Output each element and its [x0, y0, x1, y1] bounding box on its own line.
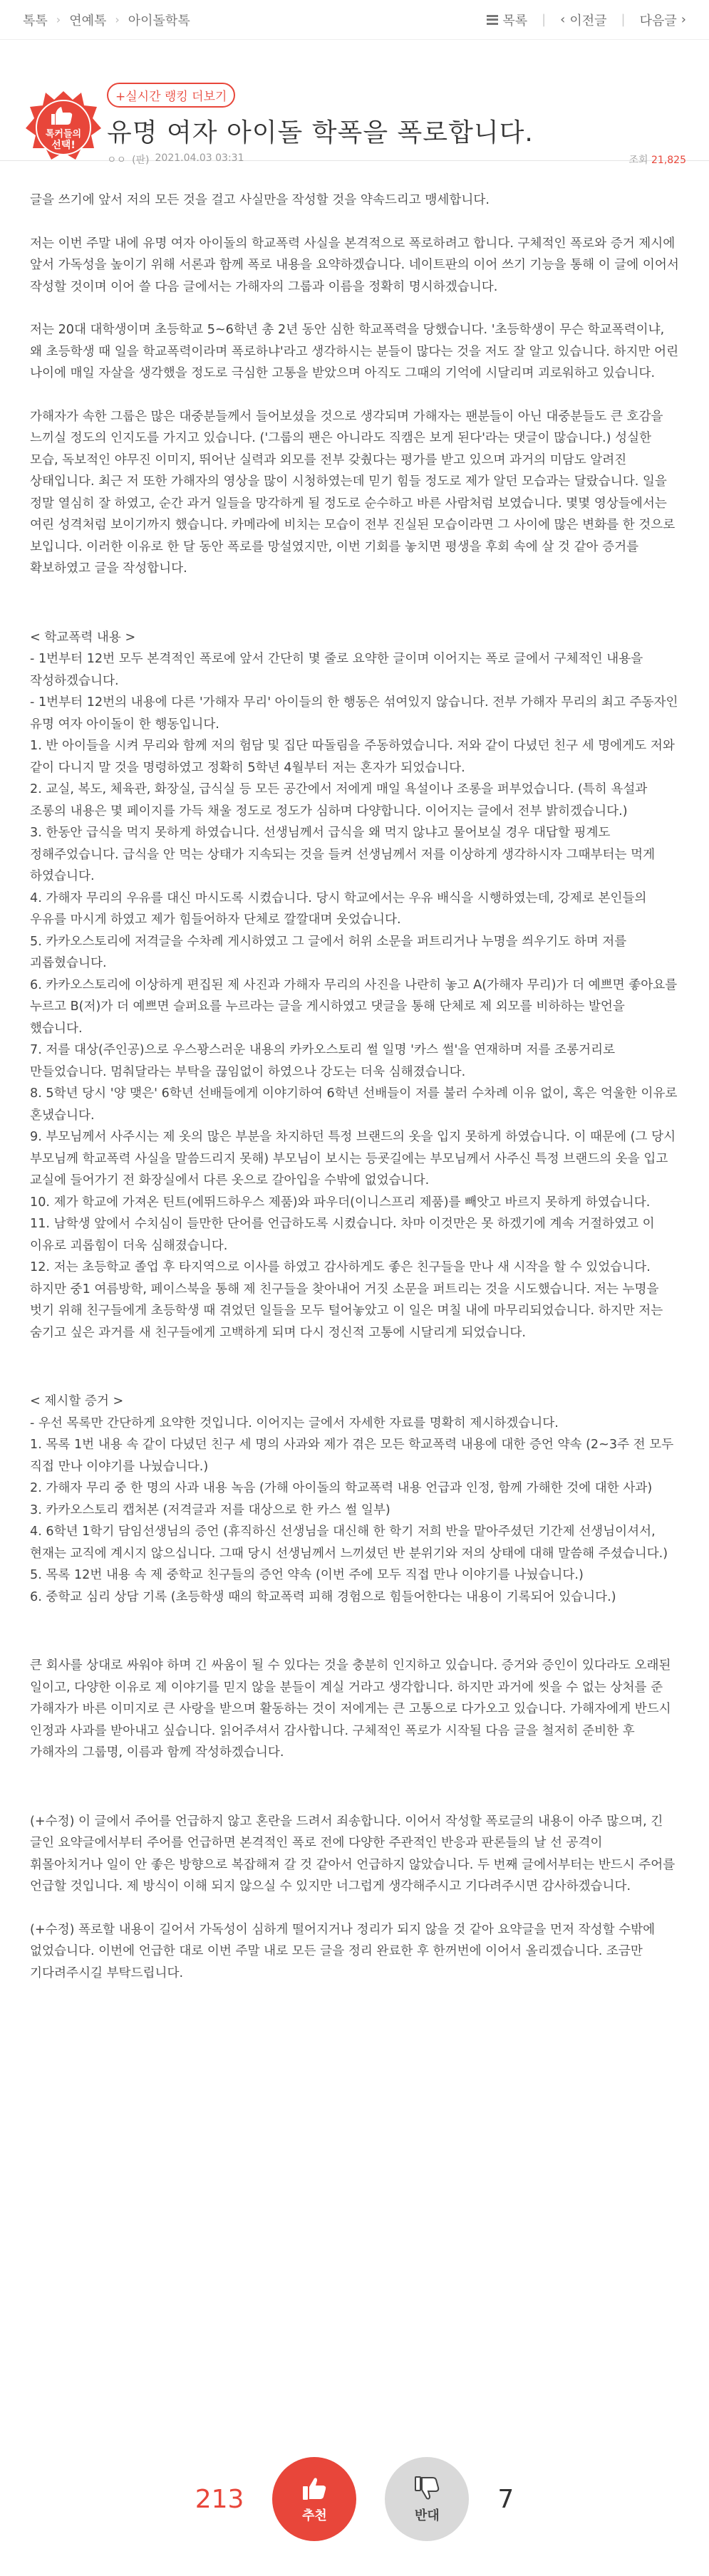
body-line: 3. 카카오스토리 캡처본 (저격글과 저를 대상으로 한 카스 썰 일부): [30, 1502, 390, 1517]
vote-bar: [0, 2449, 709, 2549]
body-line: - 1번부터 12번의 내용에 다른 '가해자 무리' 아이들의 한 행동은 섞여있지 않습니다. 전부 가해자 무리의 최고 주동자인 유명 여자 아이돌이 한 행동입니다.: [30, 695, 678, 732]
downvote-count: 7: [497, 2484, 514, 2514]
body-line: 2. 교실, 복도, 체육관, 화장실, 급식실 등 모든 공간에서 저에게 매일 욕설이나 조롱을 퍼부었습니다. (특히 욕설과 조롱의 내용은 몇 페이지를 가득 채울 정도로 정도가 심하며 다양합니다. 이어지는 글에서 전부 밝히겠습니다.): [30, 782, 648, 819]
prev-post-button[interactable]: [560, 11, 606, 29]
body-paragraph: 저는 이번 주말 내에 유명 여자 아이돌의 학교폭력 사실을 본격적으로 폭로하려고 합니다. 구체적인 폭로와 증거 제시에 앞서 가독성을 높이기 위해 서론과 함께 폭로 내용을 요약하겠습니다. 네이트판의 이어 쓰기 기능을 통해 이 글에 이어서 작성할 것이며 이어 쓸 다음 글에서는 가해자의 그룹과 이름을 정확히 명시하겠습니다.: [30, 236, 679, 294]
view-count: [628, 152, 686, 167]
body-line: 9. 부모님께서 사주시는 제 옷의 많은 부분을 차지하던 특정 브랜드의 옷을 입지 못하게 하였습니다. 이 때문에 (그 당시 부모님께 학교폭력 사실을 말씀드리지 못해) 부모님이 보시는 등굣길에는 부모님께서 사주신 특정 브랜드의 옷을 입고 교실에 들어가기 전 화장실에서 다른 옷으로 갈아입을 수밖에 없었습니다.: [30, 1130, 676, 1188]
body-line: 6. 카카오스토리에 이상하게 편집된 제 사진과 가해자 무리의 사진을 나란히 놓고 A(가해자 무리)가 더 예쁘면 좋아요를 누르고 B(저)가 더 예쁘면 슬퍼요를 누르라는 글을 게시하였고 댓글을 통해 단체로 제 외모를 비하하는 발언을 했습니다.: [30, 977, 678, 1036]
badge-line-2: 선택!: [51, 140, 76, 151]
list-label: 목록: [502, 13, 528, 28]
prev-label: 이전글: [569, 13, 607, 28]
body-paragraph: 큰 회사를 상대로 싸워야 하며 긴 싸움이 될 수 있다는 것을 충분히 인지하고 있습니다. 증거와 증인이 있다라도 오래된 일이고, 다양한 이유로 제 이야기를 믿지 않을 분들이 계실 거라고 생각합니다. 하지만 과거에 씻을 수 없는 상처를 준 가해자가 바른 이미지로 큰 사랑을 받으며 활동하는 것이 저에게는 큰 고통으로 다가오고 있습니다. 가해자에게 반드시 인정과 사과를 받아내고 싶습니다. 읽어주셔서 감사합니다. 구체적인 폭로가 시작될 다음 글을 철저히 준비한 후 가해자의 그룹명, 이름과 함께 작성하겠습니다.: [30, 1658, 671, 1760]
body-paragraph: 글을 쓰기에 앞서 저의 모든 것을 걸고 사실만을 작성할 것을 약속드리고 맹세합니다.: [30, 193, 490, 207]
body-line: - 우선 목록만 간단하게 요약한 것입니다. 이어지는 글에서 자세한 자료를 명확히 제시하겠습니다.: [30, 1416, 559, 1430]
divider: |: [542, 12, 547, 27]
talker-choice-badge-icon: [24, 88, 103, 167]
upvote-count: 213: [195, 2484, 244, 2514]
list-button[interactable]: [487, 11, 527, 29]
body-line: 11. 남학생 앞에서 수치심이 들만한 단어를 언급하도록 시켰습니다. 차마 이것만은 못 하겠기에 계속 거절하였고 이 이유로 괴롭힘이 더욱 심해졌습니다.: [30, 1217, 655, 1253]
page-title: 유명 여자 아이돌 학폭을 폭로합니다.: [107, 118, 534, 147]
downvote-label: 반대: [415, 2508, 440, 2523]
chevron-left-icon: ‹: [560, 12, 566, 27]
breadcrumb: [23, 11, 190, 29]
chevron-right-icon: ›: [680, 12, 686, 27]
post-header: [0, 40, 709, 166]
body-line: 5. 카카오스토리에 저격글을 수차례 게시하였고 그 글에서 허위 소문을 퍼트리거나 누명을 씌우기도 하며 저를 괴롭혔습니다.: [30, 934, 627, 970]
thumbs-up-icon: [300, 2474, 328, 2503]
body-line: 4. 가해자 무리의 우유를 대신 마시도록 시켰습니다. 당시 학교에서는 우유 배식을 시행하였는데, 강제로 본인들의 우유를 마시게 하였고 제가 힘들어하자 단체로 깔깔대며 웃었습니다.: [30, 890, 647, 927]
body-paragraph: 저는 20대 대학생이며 초등학교 5~6학년 총 2년 동안 심한 학교폭력을 당했습니다. '초등학생이 무슨 학교폭력이냐, 왜 초등학생 때 일을 학교폭력이라며 폭로하냐'라고 생각하시는 분들이 많다는 것을 저도 잘 알고 있습니다. 하지만 어린 나이에 매일 자살을 생각했을 정도로 극심한 고통을 받았으며 아직도 그때의 기억에 시달리며 괴로워하고 있습니다.: [30, 323, 679, 380]
next-post-button[interactable]: [640, 11, 686, 29]
addendum-paragraph: (+수정) 이 글에서 주어를 언급하지 않고 혼란을 드려서 죄송합니다. 이어서 작성할 폭로글의 내용이 아주 많으며, 긴 글인 요약글에서부터 주어를 언급하면 본격적인 폭로 전에 다양한 주관적인 반응과 판론들의 날 선 공격이 휘몰아치거나 일이 안 좋은 방향으로 복잡해져 갈 것 같아서 언급하지 않았습니다. 두 번째 글에서부터는 반드시 주어를 언급할 것입니다. 제 방식이 이해 되지 않으실 수 있지만 너그럽게 생각해주시고 기다려주시면 감사하겠습니다.: [30, 1814, 676, 1894]
post-date: 2021.04.03 03:31: [155, 152, 244, 164]
body-line: 3. 한동안 급식을 먹지 못하게 하였습니다. 선생님께서 급식을 왜 먹지 않냐고 물어보실 경우 대답할 핑계도 정해주었습니다. 급식을 안 먹는 상태가 지속되는 것을 들켜 선생님께서 저를 이상하게 생각하시자 그때부터는 먹게 하였습니다.: [30, 826, 656, 883]
chevron-right-icon: ›: [56, 13, 61, 26]
breadcrumb-item[interactable]: 톡톡: [23, 13, 48, 28]
upvote-label: 추천: [302, 2508, 327, 2523]
addendum-paragraph: (+수정) 폭로할 내용이 길어서 가독성이 심하게 떨어지거나 정리가 되지 않을 것 같아 요약글을 먼저 작성할 수밖에 없었습니다. 이번에 언급한 대로 이번 주말 내로 모든 글을 정리 완료한 후 한꺼번에 이어서 올리겠습니다. 조금만 기다려주시길 부탁드립니다.: [30, 1922, 656, 1980]
body-line: 6. 중학교 심리 상담 기록 (초등학생 때의 학교폭력 피해 경험으로 힘들어한다는 내용이 기록되어 있습니다.): [30, 1589, 616, 1604]
badge-line-1: 톡커들의: [45, 129, 82, 140]
body-line: - 1번부터 12번 모두 본격적인 폭로에 앞서 간단히 몇 줄로 요약한 글이며 이어지는 폭로 글에서 구체적인 내용을 작성하겠습니다.: [30, 652, 643, 688]
body-line: 5. 목록 12번 내용 속 제 중학교 친구들의 증언 약속 (이번 주에 모두 직접 만나 이야기를 나눴습니다.): [30, 1568, 584, 1582]
body-line: 12. 저는 초등학교 졸업 후 타지역으로 이사를 하였고 감사하게도 좋은 친구들을 만나 새 시작을 할 수 있었습니다. 하지만 중1 여름방학, 페이스북을 통해 제 친구들을 찾아내어 거짓 소문을 퍼트리는 것을 시도했습니다. 저는 누명을 벗기 위해 친구들에게 초등학생 때 겪었던 일들을 모두 털어놓았고 이 일은 며칠 내에 마무리되었습니다. 하지만 저는 숨기고 싶은 과거를 새 친구들에게 고백하게 되며 다시 정신적 고통에 시달리게 되었습니다.: [30, 1260, 663, 1340]
body-line: 2. 가해자 무리 중 한 명의 사과 내용 녹음 (가해 아이돌의 학교폭력 내용 언급과 인정, 함께 가해한 것에 대한 사과): [30, 1481, 653, 1495]
divider: |: [621, 12, 626, 27]
list-icon: [487, 15, 498, 25]
body-line: 7. 저를 대상(주인공)으로 우스꽝스러운 내용의 카카오스토리 썰 일명 '카스 썰'을 연재하며 저를 조롱거리로 만들었습니다. 멈춰달라는 부탁을 끊임없이 하였으나 강도는 더욱 심해졌습니다.: [30, 1043, 616, 1079]
views-label: 조회: [628, 155, 648, 166]
post-meta: [107, 152, 244, 167]
author-name[interactable]: ㅇㅇ: [107, 155, 127, 166]
upvote-button[interactable]: [272, 2457, 356, 2541]
views-number: 21,825: [651, 155, 686, 166]
chevron-right-icon: ›: [115, 13, 120, 26]
body-line: 1. 반 아이들을 시켜 무리와 함께 저의 험담 및 집단 따돌림을 주동하였습니다. 저와 같이 다녔던 친구 세 명에게도 저와 같이 다니지 말 것을 명령하였고 정확히 5학년 4월부터 저는 혼자가 되었습니다.: [30, 739, 675, 775]
body-paragraph: 가해자가 속한 그룹은 많은 대중분들께서 들어보셨을 것으로 생각되며 가해자는 팬분들이 아닌 대중분들도 큰 호감을 느끼실 정도의 인지도를 가지고 있습니다. ('그룹의 팬은 아니라도 직캠은 보게 된다'라는 댓글이 많습니다.) 성실한 모습, 독보적인 야무진 이미지, 뛰어난 실력과 외모를 전부 갖췄다는 평가를 받고 있으며 과거의 미담도 알려진 상태입니다. 최근 저 또한 가해자의 영상을 많이 시청하였는데 믿기 힘들 정도로 제가 알던 모습과는 달랐습니다. 일을 정말 열심히 잘 하였고, 순간 과거 일들을 망각하게 될 정도로 순수하고 바른 사람처럼 보였습니다. 몇몇 영상들에서는 여린 성격처럼 보이기까지 했습니다. 카메라에 비치는 모습이 전부 진실된 모습이라면 그 사이에 많은 변화를 한 것으로 보입니다. 이러한 이유로 한 달 동안 폭로를 망설였지만, 이번 기회를 놓치면 평생을 후회 속에 살 것 같아 증거를 확보하였고 글을 작성합니다.: [30, 409, 676, 576]
next-label: 다음글: [639, 13, 677, 28]
post-body: [0, 161, 709, 1984]
top-nav: [0, 0, 709, 40]
section-heading: < 제시할 증거 >: [30, 1394, 124, 1408]
body-line: 10. 제가 학교에 가져온 틴트(에뛰드하우스 제품)와 파우더(이니스프리 제품)를 빼앗고 바르지 못하게 하였습니다.: [30, 1195, 651, 1210]
thumbs-down-icon: [413, 2474, 441, 2503]
breadcrumb-item[interactable]: 아이돌학톡: [128, 13, 190, 28]
breadcrumb-item[interactable]: 연예톡: [69, 13, 107, 28]
downvote-button[interactable]: [385, 2457, 469, 2541]
author-note: (판): [132, 155, 150, 166]
section-heading: < 학교폭력 내용 >: [30, 630, 136, 645]
body-line: 8. 5학년 당시 '양 맺은' 6학년 선배들에게 이야기하여 6학년 선배들이 저를 불러 수차례 이유 없이, 혹은 억울한 이유로 혼냈습니다.: [30, 1086, 678, 1123]
body-line: 4. 6학년 1학기 담임선생님의 증언 (휴직하신 선생님을 대신해 한 학기 저희 반을 맡아주셨던 기간제 선생님이셔서, 현재는 교직에 계시지 않으십니다. 그때 당시 선생님께서 느끼셨던 반 분위기와 저의 상태에 대해 말씀해 주셨습니다.): [30, 1525, 668, 1561]
realtime-ranking-link[interactable]: +실시간 랭킹 더보기: [107, 83, 235, 108]
body-line: 1. 목록 1번 내용 속 같이 다녔던 친구 세 명의 사과와 제가 겪은 모든 학교폭력 내용에 대한 증언 약속 (2~3주 전 모두 직접 만나 이야기를 나눴습니다.): [30, 1438, 674, 1474]
